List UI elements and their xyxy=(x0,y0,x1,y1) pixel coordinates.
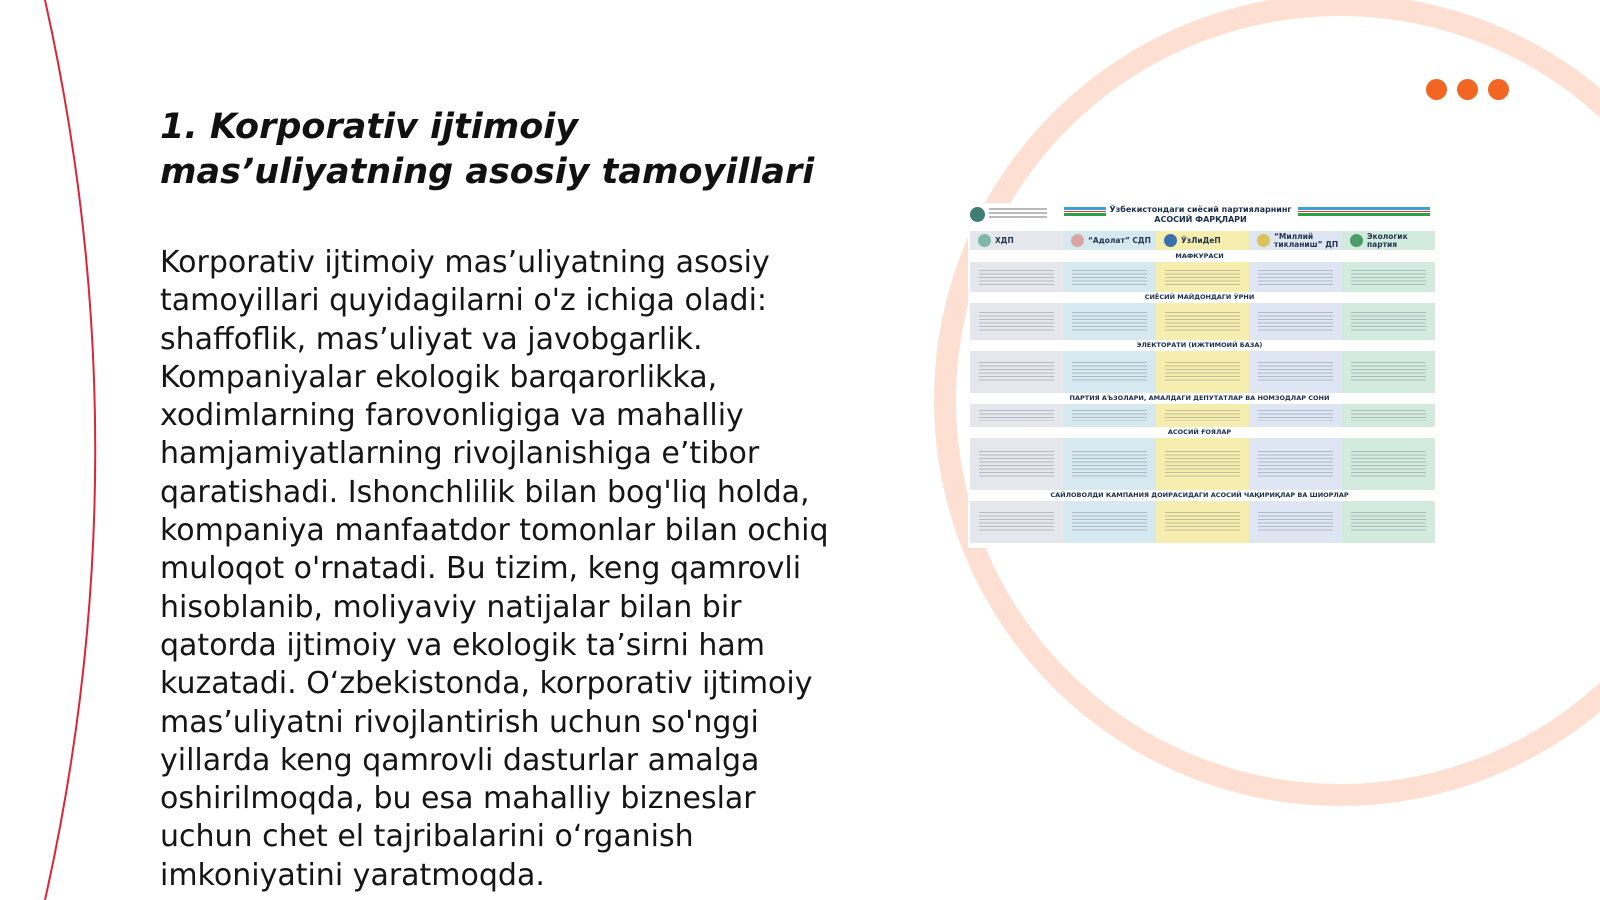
section-cell xyxy=(1342,303,1435,340)
section-cell xyxy=(1249,303,1342,340)
infographic-header xyxy=(968,203,1431,229)
section-cell xyxy=(1063,404,1156,427)
dot xyxy=(1426,79,1447,100)
section-cell xyxy=(1249,501,1342,543)
party-cell xyxy=(1249,231,1342,250)
section-cell xyxy=(970,262,1063,292)
section-cell xyxy=(1249,351,1342,393)
section-label: МАФКУРАСИ xyxy=(1175,252,1224,260)
section-cell xyxy=(970,303,1063,340)
section-cell xyxy=(970,351,1063,393)
party-row xyxy=(970,231,1435,250)
section-cell xyxy=(1063,262,1156,292)
party-logo-icon xyxy=(978,234,991,247)
section-cell xyxy=(1063,351,1156,393)
party-name: ХДП xyxy=(995,235,1014,245)
section-cell xyxy=(1342,501,1435,543)
section-row xyxy=(970,501,1435,543)
infographic-title-line1: Ўзбекистондаги сиёсий партияларнинг xyxy=(1109,205,1292,214)
party-name: “Миллий тикланиш” ДП xyxy=(1274,231,1339,249)
section-cell xyxy=(1249,404,1342,427)
section-label: ПАРТИЯ АЪЗОЛАРИ, АМАЛДАГИ ДЕПУТАТЛАР ВА НОМЗОДЛАР СОНИ xyxy=(1069,394,1330,402)
section-cell xyxy=(1063,438,1156,490)
party-cell xyxy=(1156,231,1249,250)
section-cell xyxy=(1156,303,1249,340)
infographic-title-line2: АСОСИЙ ФАРҚЛАРИ xyxy=(1154,215,1247,224)
section-cell xyxy=(1342,262,1435,292)
section-cell xyxy=(970,501,1063,543)
dot xyxy=(1457,79,1478,100)
section-cell xyxy=(1156,438,1249,490)
section-cell xyxy=(1342,351,1435,393)
section-cell xyxy=(1342,404,1435,427)
section-row xyxy=(970,404,1435,427)
emblem-icon xyxy=(970,207,985,222)
section-label: ЭЛЕКТОРАТИ (ИЖТИМОИЙ БАЗА) xyxy=(1136,341,1263,349)
party-logo-icon xyxy=(1257,234,1270,247)
party-name: “Адолат” СДП xyxy=(1088,235,1151,245)
section-row xyxy=(970,303,1435,340)
section-cell xyxy=(1249,438,1342,490)
party-logo-icon xyxy=(1071,234,1084,247)
party-name: Экологик партия xyxy=(1367,231,1408,249)
flag-stripes-right xyxy=(1298,207,1430,216)
party-cell xyxy=(970,231,1063,250)
section-cell xyxy=(1063,303,1156,340)
section-row xyxy=(970,438,1435,490)
section-label: СИЁСИЙ МАЙДОНДАГИ ЎРНИ xyxy=(1144,293,1255,301)
infographic-image xyxy=(968,203,1431,548)
section-row xyxy=(970,262,1435,292)
section-cell xyxy=(1342,438,1435,490)
party-cell xyxy=(1063,231,1156,250)
section-cell xyxy=(970,404,1063,427)
section-label: САЙЛОВОЛДИ КАМПАНИЯ ДОИРАСИДАГИ АСОСИЙ ЧАҚИРИҚЛАР ВА ШИОРЛАР xyxy=(1050,491,1349,499)
section-cell xyxy=(1156,404,1249,427)
section-row xyxy=(970,351,1435,393)
section-cell xyxy=(1156,351,1249,393)
dot xyxy=(1488,79,1509,100)
party-logo-icon xyxy=(1164,234,1177,247)
organization-text-block xyxy=(989,208,1047,220)
party-cell xyxy=(1342,231,1435,250)
section-cell xyxy=(1063,501,1156,543)
slide-title: 1. Korporativ ijtimoiy mas’uliyatning asosiy tamoyillari xyxy=(160,107,815,192)
infographic-title xyxy=(1098,205,1303,225)
section-cell xyxy=(1156,262,1249,292)
slide-body-text: Korporativ ijtimoiy mas’uliyatning asosiy tamoyillari quyidagilarni o'z ichiga oladi: shaffoflik, mas’uliyat va javobgarlik. Kompaniyalar ekologik barqarorlikka, xodimlarning farovonligiga va mahalliy hamjamiyatlarning rivojlanishiga e’tibor qaratishadi. Ishonchlilik bilan bog'liq holda, kompaniya manfaatdor tomonlar bilan ochiq muloqot o'rnatadi. Bu tizim, keng qamrovli hisoblanib, moliyaviy natijalar bilan bir qatorda ijtimoiy va ekologik ta’sirni ham kuzatadi. O‘zbekistonda, korporativ ijtimoiy mas’uliyatni rivojlantirish uchun so'nggi yillarda keng qamrovli dasturlar amalga oshirilmoqda, bu esa mahalliy bizneslar uchun chet el tajribalarini o‘rganish imkoniyatini yaratmoqda. xyxy=(160,245,829,893)
party-logo-icon xyxy=(1350,234,1363,247)
section-cell xyxy=(1156,501,1249,543)
section-label: АСОСИЙ ҒОЯЛАР xyxy=(1167,428,1232,436)
dots-menu-icon xyxy=(1426,79,1509,100)
section-cell xyxy=(970,438,1063,490)
party-name: ЎзЛиДеП xyxy=(1181,235,1221,245)
left-curve-line xyxy=(45,0,95,900)
section-cell xyxy=(1249,262,1342,292)
